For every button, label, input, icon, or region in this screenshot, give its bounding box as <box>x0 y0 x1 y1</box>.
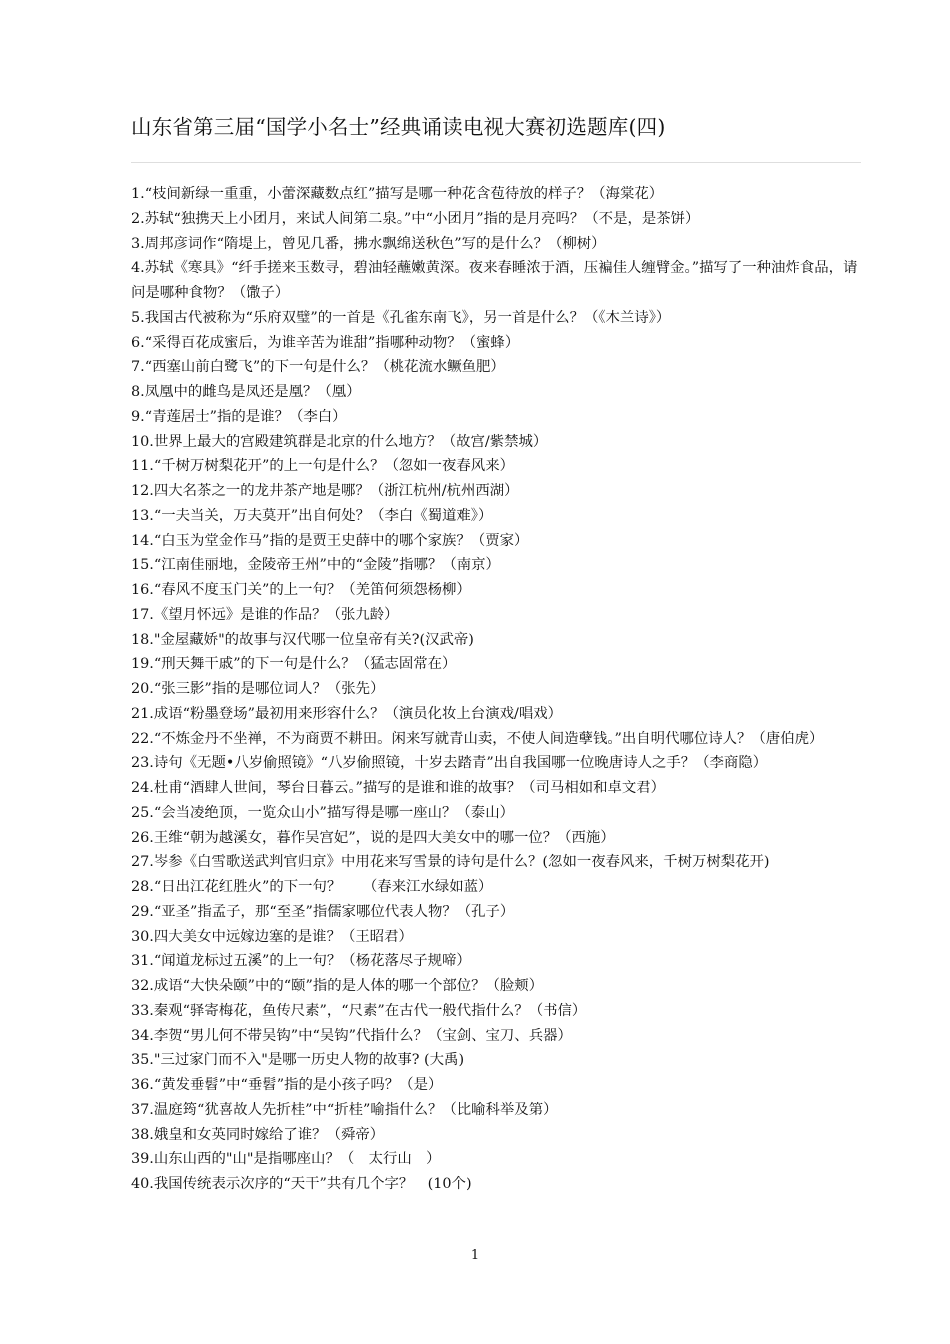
question-item: 20.“张三影”指的是哪位词人？（张先） <box>131 681 385 697</box>
question-item: 37.温庭筠“犹喜故人先折桂”中“折桂”喻指什么？（比喻科举及第） <box>131 1101 558 1118</box>
question-item: 18."金屋藏娇"的故事与汉代哪一位皇帝有关?(汉武帝) <box>131 631 474 648</box>
question-item: 6.“采得百花成蜜后，为谁辛苦为谁甜”指哪种动物？（蜜蜂） <box>131 334 520 351</box>
question-item: 7.“西塞山前白鹭飞”的下一句是什么？（桃花流水鳜鱼肥） <box>131 359 505 376</box>
question-item: 14.“白玉为堂金作马”指的是贾王史薛中的哪个家族？（贾家） <box>131 532 529 549</box>
question-item: 25.“会当凌绝顶，一览众山小”描写得是哪一座山？（泰山） <box>131 804 514 821</box>
question-item: 17.《望月怀远》是谁的作品？（张九龄） <box>131 606 399 623</box>
question-item: 34.李贺“男儿何不带吴钩”中“吴钩”代指什么？（宝剑、宝刀、兵器） <box>131 1027 572 1044</box>
question-item: 28.“日出江花红胜火”的下一句？ （春来江水绿如蓝） <box>131 879 493 895</box>
question-item: 32.成语“大快朵颐”中的“颐”指的是人体的哪一个部位？（脸颊） <box>131 978 544 994</box>
question-item: 15.“江南佳丽地，金陵帝王州”中的“金陵”指哪？（南京） <box>131 557 500 574</box>
question-item: 22.“不炼金丹不坐禅，不为商贾不耕田。闲来写就青山卖，不使人间造孽钱。”出自明代哪位诗人？（唐伯虎） <box>131 730 824 747</box>
question-item: 11.“千树万树梨花开”的上一句是什么？（忽如一夜春风来） <box>131 458 514 475</box>
page-number: 1 <box>470 1248 480 1263</box>
question-item: 33.秦观“驿寄梅花，鱼传尺素”，“尺素”在古代一般代指什么？（书信） <box>131 1002 587 1019</box>
question-item: 40.我国传统表示次序的“天干”共有几个字？ (10个) <box>131 1176 472 1192</box>
question-item: 4.苏轼《寒具》“纤手搓来玉数寻，碧油轻蘸嫩黄深。夜来春睡浓于酒，压褊佳人缠臂金。”描写了一种油炸食品，请问是哪种食物？（馓子） <box>131 260 858 301</box>
question-item: 13.“一夫当关，万夫莫开”出自何处？（李白《蜀道难》） <box>131 507 493 524</box>
question-item: 10.世界上最大的宫殿建筑群是北京的什么地方？（故宫/紫禁城） <box>131 433 548 450</box>
question-item: 12.四大名茶之一的龙井茶产地是哪？（浙江杭州/杭州西湖） <box>131 483 519 499</box>
question-item: 29.“亚圣”指孟子，那“至圣”指儒家哪位代表人物？（孔子） <box>131 903 515 920</box>
title-divider <box>131 162 861 163</box>
document-title: 山东省第三届“国学小名士”经典诵读电视大赛初选题库(四) <box>131 115 666 139</box>
question-item: 3.周邦彦词作“隋堤上，曾见几番，拂水飘绵送秋色”写的是什么？（柳树） <box>131 235 606 252</box>
question-item: 19.“刑天舞干戚”的下一句是什么？（猛志固常在） <box>131 656 457 673</box>
question-item: 23.诗句《无题•八岁偷照镜》“八岁偷照镜，十岁去踏青”出自我国哪一位晚唐诗人之手？（李商隐） <box>131 755 768 772</box>
question-item: 30.四大美女中远嫁边塞的是谁？（王昭君） <box>131 928 413 945</box>
question-item: 31.“闻道龙标过五溪”的上一句？（杨花落尽子规啼） <box>131 953 471 970</box>
question-item: 26.王维“朝为越溪女，暮作吴宫妃”，说的是四大美女中的哪一位？（西施） <box>131 829 615 846</box>
question-item: 8.凤凰中的雌鸟是凤还是凰？（凰） <box>131 384 361 400</box>
question-item: 35."三过家门而不入"是哪一历史人物的故事? (大禹) <box>131 1052 465 1069</box>
question-item: 16.“春风不度玉门关”的上一句？（羌笛何须怨杨柳） <box>131 582 471 598</box>
question-item: 9.“青莲居士”指的是谁？（李白） <box>131 408 347 425</box>
question-item: 39.山东山西的"山"是指哪座山？（ 太行山 ） <box>131 1151 441 1168</box>
question-item: 5.我国古代被称为“乐府双璧”的一首是《孔雀东南飞》，另一首是什么？（《木兰诗》） <box>131 309 671 326</box>
question-item: 27.岑参《白雪歌送武判官归京》中用花来写雪景的诗句是什么？(忽如一夜春风来，千树万树梨花开) <box>131 854 770 871</box>
question-item: 2.苏轼“独携天上小团月，来试人间第二泉。”中“小团月”指的是月亮吗？（不是，是茶饼） <box>131 210 700 227</box>
question-item: 1.“枝间新绿一重重，小蕾深藏数点红”描写是哪一种花含苞待放的样子？（海棠花） <box>131 186 664 202</box>
question-item: 21.成语“粉墨登场”最初用来形容什么？（演员化妆上台演戏/唱戏） <box>131 705 562 722</box>
question-list <box>131 182 861 1197</box>
question-item: 24.杜甫“酒肆人世间，琴台日暮云。”描写的是谁和谁的故事？（司马相如和卓文君） <box>131 780 666 796</box>
question-item: 38.娥皇和女英同时嫁给了谁？（舜帝） <box>131 1126 385 1143</box>
question-item: 36.“黄发垂髫”中“垂髫”指的是小孩子吗？（是） <box>131 1077 443 1093</box>
